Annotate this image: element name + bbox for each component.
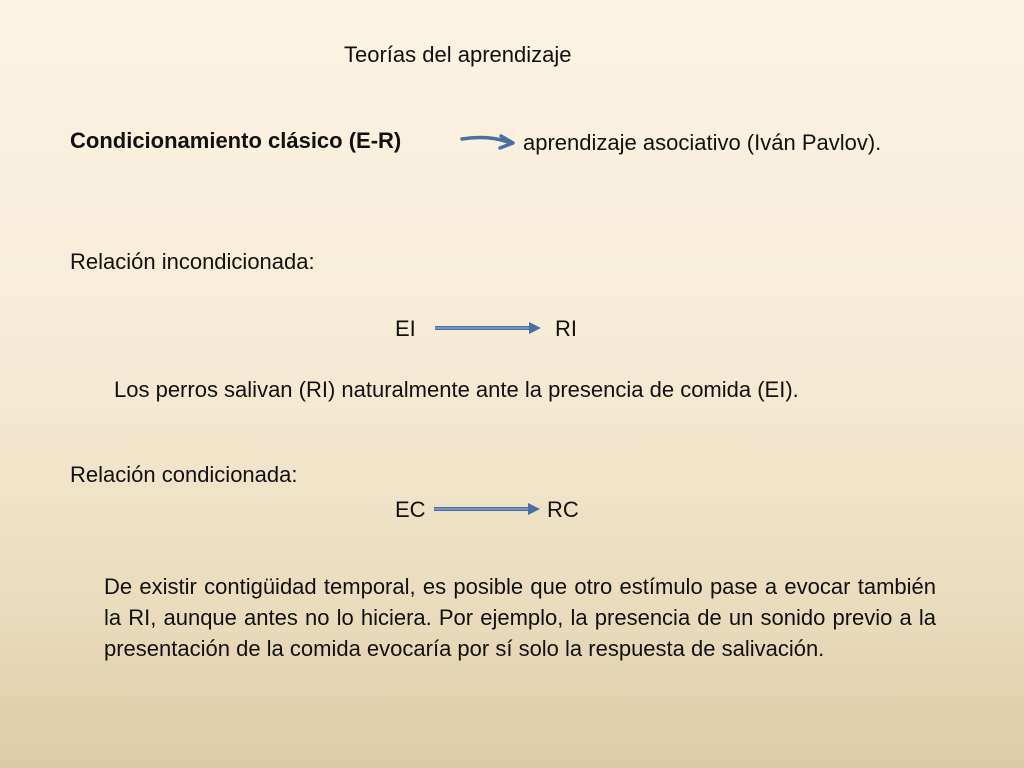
unconditioned-example: Los perros salivan (RI) naturalmente ante la presencia de comida (EI).	[114, 377, 799, 402]
unconditioned-label: Relación incondicionada:	[70, 249, 315, 274]
conditioned-label: Relación condicionada:	[70, 462, 298, 487]
explanation-paragraph: De existir contigüidad temporal, es posible que otro estímulo pase a evocar también la RI, aunque antes no lo hiciera. Por ejemplo, la presencia de un sonido previo a la presentación de la comida evocaría por sí solo la respuesta de salivación.	[104, 574, 936, 661]
concept-result: aprendizaje asociativo (Iván Pavlov).	[523, 130, 882, 155]
conditioned-response: RC	[547, 497, 579, 522]
conditioned-stimulus: EC	[395, 497, 426, 522]
unconditioned-response: RI	[555, 316, 577, 341]
slide-title: Teorías del aprendizaje	[344, 42, 572, 67]
right-arrow-icon	[433, 320, 543, 336]
concept-heading: Condicionamiento clásico (E-R)	[70, 128, 402, 153]
right-arrow-icon	[460, 130, 516, 152]
unconditioned-stimulus: EI	[395, 316, 416, 341]
right-arrow-icon	[432, 501, 542, 517]
